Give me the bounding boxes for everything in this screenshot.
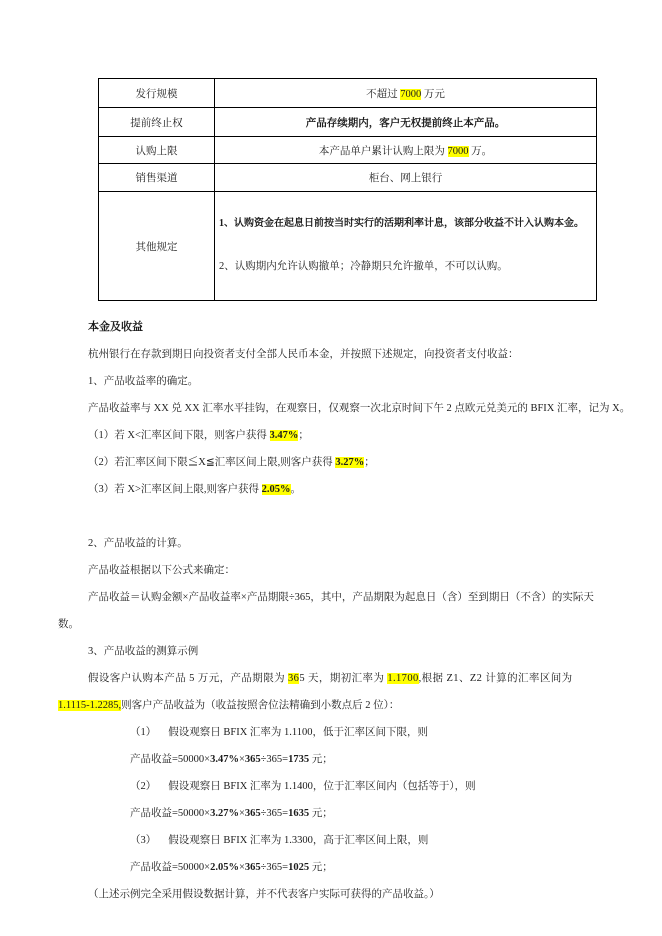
highlight-initial-rate: 1.1700 [387,673,419,684]
table-row-sales-channel [99,164,597,192]
calc-text: ÷365= [260,862,289,873]
calc-text: ÷365= [260,754,289,765]
highlight-term-days: 36 [288,673,300,684]
highlight-rate-low: 2.05% [261,484,291,495]
case-text: 假设观察日 BFIX 汇率为 1.3300，高于汇率区间上限，则 [168,835,429,846]
section-heading-principal-income: 本金及收益 [88,321,143,333]
row-label-other-provisions [99,192,215,301]
section-title-rate-determination: 1、产品收益率的确定。 [88,376,199,387]
row-value-sales-channel [215,164,597,192]
calc-result: 1735 [288,754,310,765]
row-label-issue-scale [99,79,215,108]
row-value-other-provisions [215,192,597,301]
example-calc-2 [58,800,618,827]
highlight-rate-high: 3.47% [269,430,299,441]
highlight-rate-range: 1.1115-1.2285, [58,700,122,711]
table-row-early-termination [99,108,597,137]
calc-rate: 2.05% [210,862,239,873]
calc-text: 元； [309,754,333,765]
case-number: （2） [130,781,157,792]
row-label-text: 认购上限 [135,145,178,157]
example-case-3 [58,827,618,854]
calc-text: × [238,754,245,765]
value-text: 本产品单户累计认购上限为 [318,145,448,157]
example-assumptions-line2 [58,692,618,719]
condition-text: ； [298,430,309,441]
condition-text: （2）若汇率区间下限≦X≦汇率区间上限,则客户获得 [88,457,336,468]
calc-text: 元； [309,862,333,873]
row-label-subscription-cap [99,137,215,164]
calc-text: × [238,862,245,873]
case-number: （3） [130,835,157,846]
calc-text: × [238,808,245,819]
highlight-issue-scale-amount: 7000 [400,88,422,100]
formula-text-line1: 产品收益＝认购金额×产品收益率×产品期限÷365，其中，产品期限为起息日（含）至到期日（不含）的实际天 [88,592,594,603]
case-text: 假设观察日 BFIX 汇率为 1.1100，低于汇率区间下限，则 [168,727,429,738]
example-case-1 [58,719,618,746]
calc-result: 1025 [288,862,310,873]
rate-condition-2 [58,449,618,476]
row-label-text: 发行规模 [135,88,178,100]
value-text: 不超过 [366,88,401,100]
paragraph-rate-link: 产品收益率与 XX 兑 XX 汇率水平挂钩，在观察日，仅观察一次北京时间下午 2 点欧元兑美元的 BFIX 汇率，记为 X。 [88,403,631,414]
row-label-text: 其他规定 [135,241,178,253]
row-label-early-termination [99,108,215,137]
table-row-other-provisions [99,192,597,301]
calc-days: 365 [244,754,261,765]
value-text: 柜台、网上银行 [368,173,443,184]
case-text: 假设观察日 BFIX 汇率为 1.1400，位于汇率区间内（包括等于），则 [168,781,476,792]
rate-condition-1 [58,422,618,449]
calc-text: 产品收益=50000× [130,808,211,819]
calc-text: ÷365= [260,808,289,819]
row-value-early-termination [215,108,597,137]
document-body [58,314,631,908]
row-value-issue-scale [215,79,597,108]
section-title-income-calculation: 2、产品收益的计算。 [88,538,188,549]
example-disclaimer: （上述示例完全采用假设数据计算，并不代表客户实际可获得的产品收益。） [88,889,440,900]
rate-condition-3 [58,476,618,503]
condition-text: （1）若 X<汇率区间下限，则客户获得 [88,430,270,441]
highlight-rate-mid: 3.27% [335,457,365,468]
example-text: 假设客户认购本产品 5 万元，产品期限为 [88,673,289,684]
section-title-example: 3、产品收益的测算示例 [88,646,199,657]
calc-text: 产品收益=50000× [130,754,211,765]
example-text: 5 天，期初汇率为 [299,673,388,684]
example-calc-3 [58,854,618,881]
example-case-2 [58,773,618,800]
case-number: （1） [130,727,157,738]
formula-text-line2: 数。 [58,619,79,630]
calc-days: 365 [244,808,261,819]
value-text: 万。 [468,145,493,157]
paragraph-payment-terms: 杭州银行在存款到期日向投资者支付全部人民币本金，并按照下述规定，向投资者支付收益： [88,349,519,360]
condition-text: （3）若 X>汇率区间上限,则客户获得 [88,484,262,495]
example-assumptions-line1 [58,665,618,692]
other-provision-1: 1、认购资金在起息日前按当时实行的活期利率计息，该部分收益不计入认购本金。 [219,218,584,229]
calc-rate: 3.47% [210,754,239,765]
value-text: 万元 [421,88,445,100]
condition-text: ； [364,457,375,468]
example-text: ,根据 Z1、Z2 计算的汇率区间为 [418,673,573,684]
value-bold-text: 产品存续期内，客户无权提前终止本产品。 [305,117,506,129]
other-provision-2: 2、认购期内允许认购撤单；冷静期只允许撤单，不可以认购。 [219,261,508,272]
calc-days: 365 [244,862,261,873]
product-info-table [98,78,597,301]
highlight-subscription-cap-amount: 7000 [447,145,469,157]
calc-text: 产品收益=50000× [130,862,211,873]
table-row-issue-scale [99,79,597,108]
row-value-subscription-cap [215,137,597,164]
calc-rate: 3.27% [210,808,239,819]
blank-line [58,503,618,530]
row-label-text: 提前终止权 [130,117,183,129]
table-row-subscription-cap [99,137,597,164]
calc-text: 元； [309,808,333,819]
example-text: 则客户产品收益为（收益按照舍位法精确到小数点后 2 位）： [121,700,400,711]
paragraph-formula-intro: 产品收益根据以下公式来确定： [88,565,235,576]
row-label-text: 销售渠道 [135,173,178,184]
condition-text: 。 [290,484,302,495]
calc-result: 1635 [288,808,310,819]
example-calc-1 [58,746,618,773]
row-label-sales-channel [99,164,215,192]
